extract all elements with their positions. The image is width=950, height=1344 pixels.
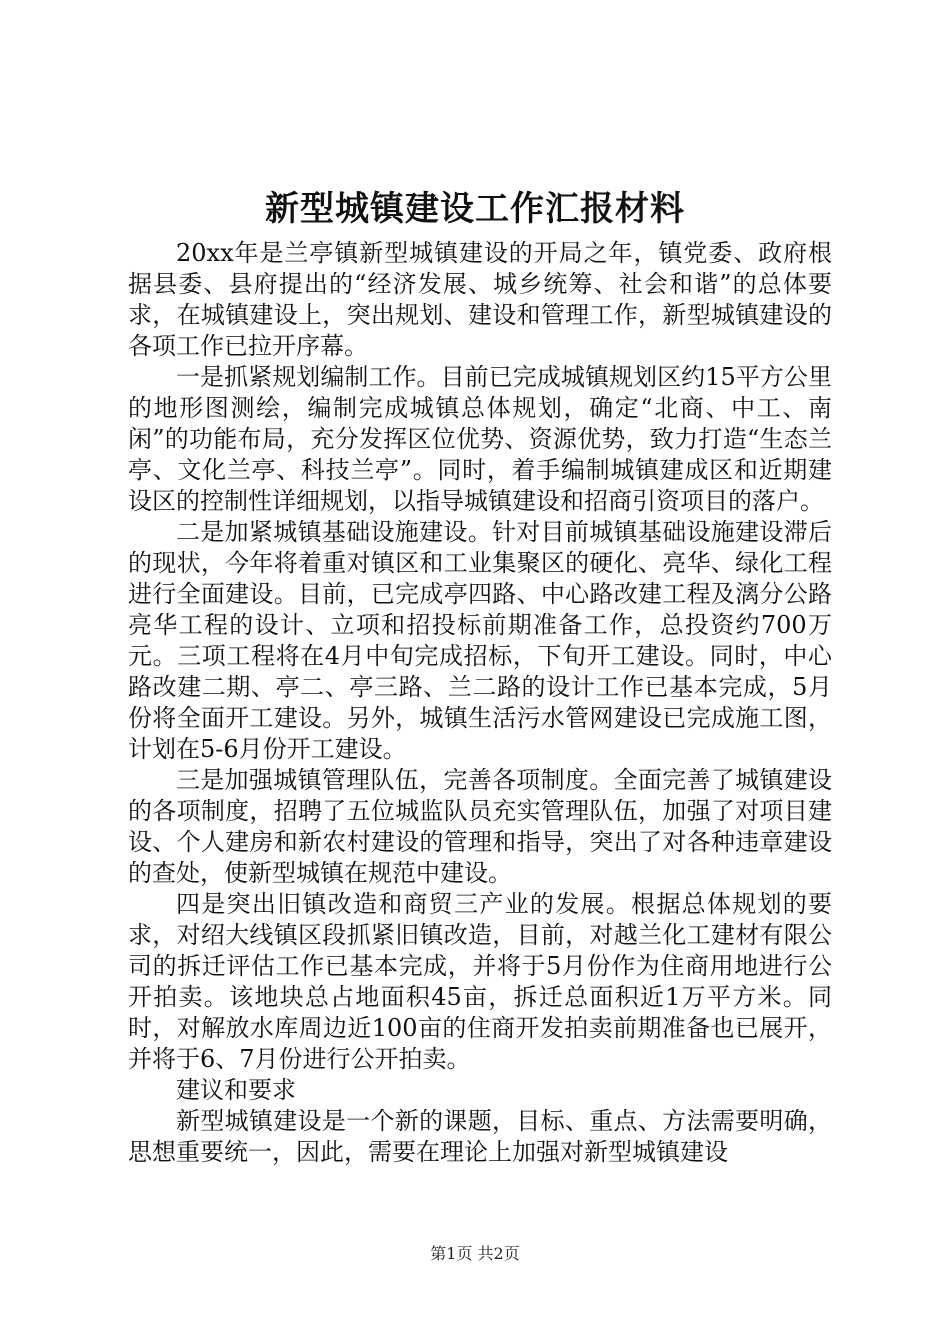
paragraph-infrastructure: 二是加紧城镇基础设施建设。针对目前城镇基础设施建设滞后的现状，今年将着重对镇区和工业集聚区的硬化、亮华、绿化工程进行全面建设。目前，已完成亭四路、中心路改建工程及漓分公路亮华工程的设计、立项和招投标前期准备工作，总投资约700万元。三项工程将在4月中旬完成招标，下旬开工建设。同时，中心路改建二期、亭二、亭三路、兰二路的设计工作已基本完成，5月份将全面开工建设。另外，城镇生活污水管网建设已完成施工图，计划在5-6月份开工建设。 [128,518,832,763]
paragraph-management: 三是加强城镇管理队伍，完善各项制度。全面完善了城镇建设的各项制度，招聘了五位城监队员充实管理队伍，加强了对项目建设、个人建房和新农村建设的管理和指导，突出了对各种违章建设的查处，使新型城镇在规范中建设。 [128,766,832,887]
paragraph-renovation: 四是突出旧镇改造和商贸三产业的发展。根据总体规划的要求，对绍大线镇区段抓紧旧镇改造，目前，对越兰化工建材有限公司的拆迁评估工作已基本完成，并将于5月份作为住商用地进行公开拍卖。该地块总占地面积45亩，拆迁总面积近1万平方米。同时，对解放水库周边近100亩的住商开发拍卖前期准备也已展开，并将于6、7月份进行公开拍卖。 [128,890,832,1073]
paragraph-planning: 一是抓紧规划编制工作。目前已完成城镇规划区约15平方公里的地形图测绘，编制完成城镇总体规划，确定“北商、中工、南闲”的功能布局，充分发挥区位优势、资源优势，致力打造“生态兰亭、文化兰亭、科技兰亭”。同时，着手编制城镇建成区和近期建设区的控制性详细规划，以指导城镇建设和招商引资项目的落户。 [128,363,832,515]
document-body [128,238,832,1168]
paragraph-intro: 20xx年是兰亭镇新型城镇建设的开局之年，镇党委、政府根据县委、县府提出的“经济发展、城乡统筹、社会和谐”的总体要求，在城镇建设上，突出规划、建设和管理工作，新型城镇建设的各项工作已拉开序幕。 [128,239,832,360]
page-number-footer: 第1页 共2页 [430,1244,520,1263]
document-title: 新型城镇建设工作汇报材料 [265,189,685,229]
section-heading-suggestions: 建议和要求 [176,1076,296,1104]
paragraph-suggestions: 新型城镇建设是一个新的课题，目标、重点、方法需要明确，思想重要统一，因此，需要在理论上加强对新型城镇建设 [128,1107,832,1166]
